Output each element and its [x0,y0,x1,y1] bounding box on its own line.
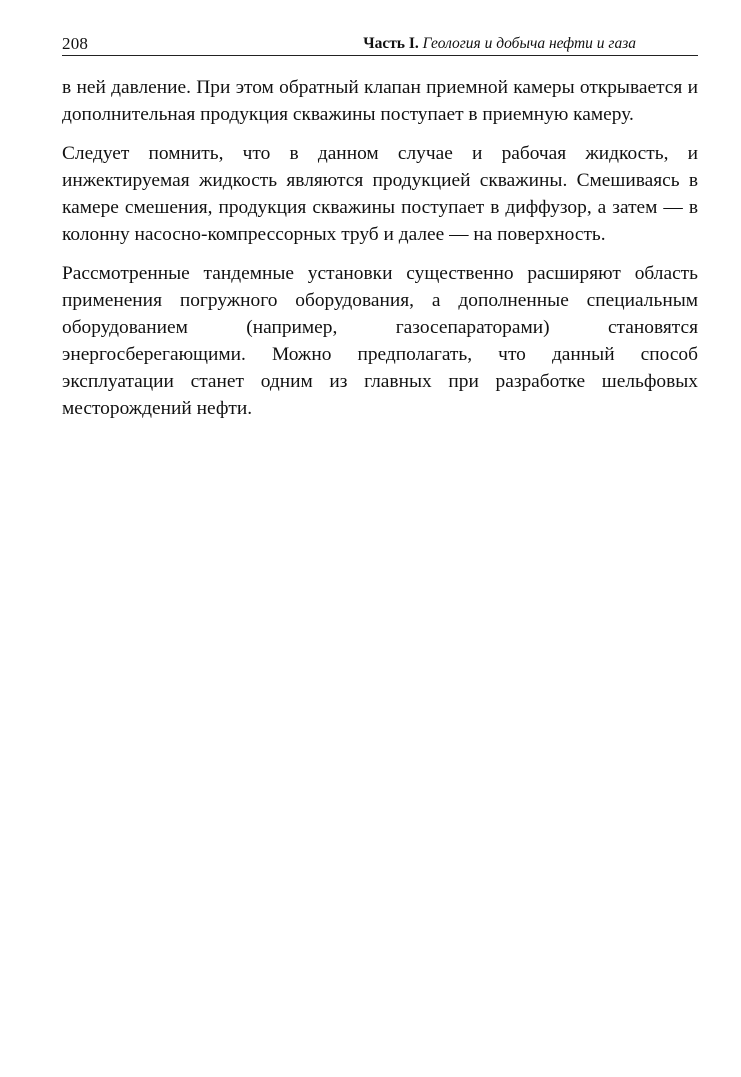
running-head-title [363,35,636,53]
body-text [62,74,698,434]
page-number: 208 [62,34,89,53]
paragraph-1: в ней давление. При этом обратный клапан приемной камеры открывается и дополнительная продукция скважины поступает в приемную камеру. [62,77,698,125]
part-title: Геология и добыча нефти и газа [422,35,636,52]
paragraph-3: Рассмотренные тандемные установки существенно расширяют область применения погружного оборудования, а дополненные специальным оборудованием (например, газосепараторами) становятся энергосберегающими. Можно предполагать, что данный способ эксплуатации станет одним из главных при разработке шельфовых месторождений нефти. [62,263,698,419]
paragraph-2: Следует помнить, что в данном случае и рабочая жидкость, и инжектируемая жидкость являются продукцией скважины. Смешиваясь в камере смешения, продукция скважины поступает в диффузор, а затем — в колонну насосно-компрессорных труб и далее — на поверхность. [62,143,698,245]
running-head [62,33,698,56]
part-label: Часть I. [363,35,419,52]
